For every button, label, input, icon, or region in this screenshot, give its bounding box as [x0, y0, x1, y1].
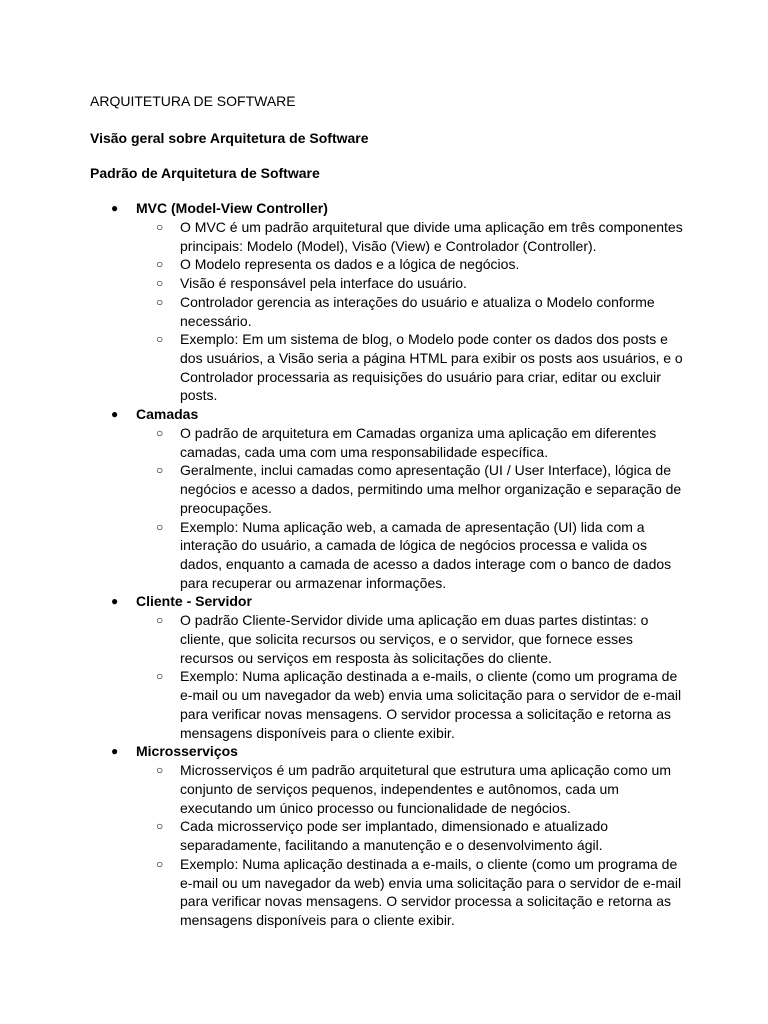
list-item-text: O Modelo representa os dados e a lógica de negócios. [180, 256, 520, 273]
list-item [135, 424, 690, 461]
section-items [136, 611, 690, 742]
list-item [135, 274, 690, 293]
list-item-text: O padrão de arquitetura em Camadas organiza uma aplicação em diferentes camadas, cada uma com uma responsabilidade específica. [180, 425, 657, 460]
list-item [135, 293, 690, 330]
section-items [136, 761, 690, 929]
heading-overview: Visão geral sobre Arquitetura de Software [90, 130, 369, 146]
list-item-text: Exemplo: Em um sistema de blog, o Modelo pode conter os dados dos posts e dos usuários, a Visão seria a página HTML para exibir os posts aos usuários, e o Controlador processaria as requisições do usuário para criar, editar ou excluir posts. [180, 331, 683, 404]
patterns-list [90, 199, 690, 930]
bullet-icon: ● [111, 407, 119, 422]
list-item-text: O padrão Cliente-Servidor divide uma aplicação em duas partes distintas: o cliente, que solicita recursos ou serviços, e o servidor, que fornece esses recursos ou serviços em resposta às solicitações do cliente. [180, 612, 649, 666]
sub-bullet-icon: ○ [156, 332, 164, 347]
section-title: MVC (Model-View Controller) [136, 200, 328, 216]
sub-bullet-icon: ○ [156, 519, 164, 534]
list-item [135, 855, 690, 930]
bullet-icon: ● [111, 744, 119, 759]
list-item [135, 330, 690, 405]
list-item [135, 611, 690, 667]
section-items [136, 424, 690, 592]
sub-bullet-icon: ○ [156, 763, 164, 778]
sub-bullet-icon: ○ [156, 613, 164, 628]
section-mvc [90, 199, 690, 405]
bullet-icon: ● [111, 594, 119, 609]
list-item [135, 761, 690, 817]
sub-bullet-icon: ○ [156, 426, 164, 441]
sub-bullet-icon: ○ [156, 257, 164, 272]
list-item-text: Exemplo: Numa aplicação destinada a e-mails, o cliente (como um programa de e-mail ou um navegador da web) envia uma solicitação para o servidor de e-mail para verificar novas mensagens. O servidor processa a solicitação e retorna as mensagens disponíveis para o cliente exibir. [180, 668, 682, 741]
list-item [135, 218, 690, 255]
list-item-text: Cada microsserviço pode ser implantado, dimensionado e atualizado separadamente, facilitando a manutenção e o desenvolvimento ágil. [180, 818, 609, 854]
sub-bullet-icon: ○ [156, 669, 164, 684]
list-item-text: Microsserviços é um padrão arquitetural que estrutura uma aplicação como um conjunto de serviços pequenos, independentes e autônomos, cada um executando um único processo ou funcionalidade de negócios. [180, 762, 672, 816]
document-title: ARQUITETURA DE SOFTWARE [90, 93, 296, 109]
section-title: Cliente - Servidor [136, 593, 252, 610]
list-item-text: Visão é responsável pela interface do usuário. [180, 275, 467, 292]
list-item-text: Geralmente, inclui camadas como apresentação (UI / User Interface), lógica de negócios e acesso a dados, permitindo uma melhor organização e separação de preocupações. [180, 462, 682, 516]
sub-bullet-icon: ○ [156, 294, 164, 309]
sub-bullet-icon: ○ [156, 276, 164, 291]
section-cliente-servidor [90, 592, 690, 742]
list-item-text: Exemplo: Numa aplicação web, a camada de apresentação (UI) lida com a interação do usuário, a camada de lógica de negócios processa e valida os dados, enquanto a camada de acesso a dados interage com o banco de dados para recuperar ou armazenar informações. [180, 518, 672, 591]
sub-bullet-icon: ○ [156, 220, 164, 234]
section-microsservicos [90, 742, 690, 929]
section-title: Camadas [136, 406, 199, 423]
sub-bullet-icon: ○ [156, 856, 164, 871]
sub-bullet-icon: ○ [156, 463, 164, 478]
list-item [135, 817, 690, 854]
section-items [136, 218, 690, 405]
section-title: Microsserviços [136, 743, 238, 760]
list-item [135, 255, 690, 274]
list-item [135, 667, 690, 742]
list-item [135, 518, 690, 593]
heading-patterns: Padrão de Arquitetura de Software [90, 165, 320, 181]
document-page [90, 92, 690, 930]
bullet-icon: ● [111, 201, 119, 215]
list-item-text: Controlador gerencia as interações do usuário e atualiza o Modelo conforme necessário. [180, 293, 655, 329]
list-item-text: O MVC é um padrão arquitetural que divide uma aplicação em três componentes principais: Modelo (Model), Visão (View) e Controlador (Controller). [180, 219, 683, 254]
sub-bullet-icon: ○ [156, 819, 164, 834]
list-item [135, 461, 690, 517]
list-item-text: Exemplo: Numa aplicação destinada a e-mails, o cliente (como um programa de e-mail ou um navegador da web) envia uma solicitação para o servidor de e-mail para verificar novas mensagens. O servidor processa a solicitação e retorna as mensagens disponíveis para o cliente exibir. [180, 855, 682, 928]
section-camadas [90, 405, 690, 592]
